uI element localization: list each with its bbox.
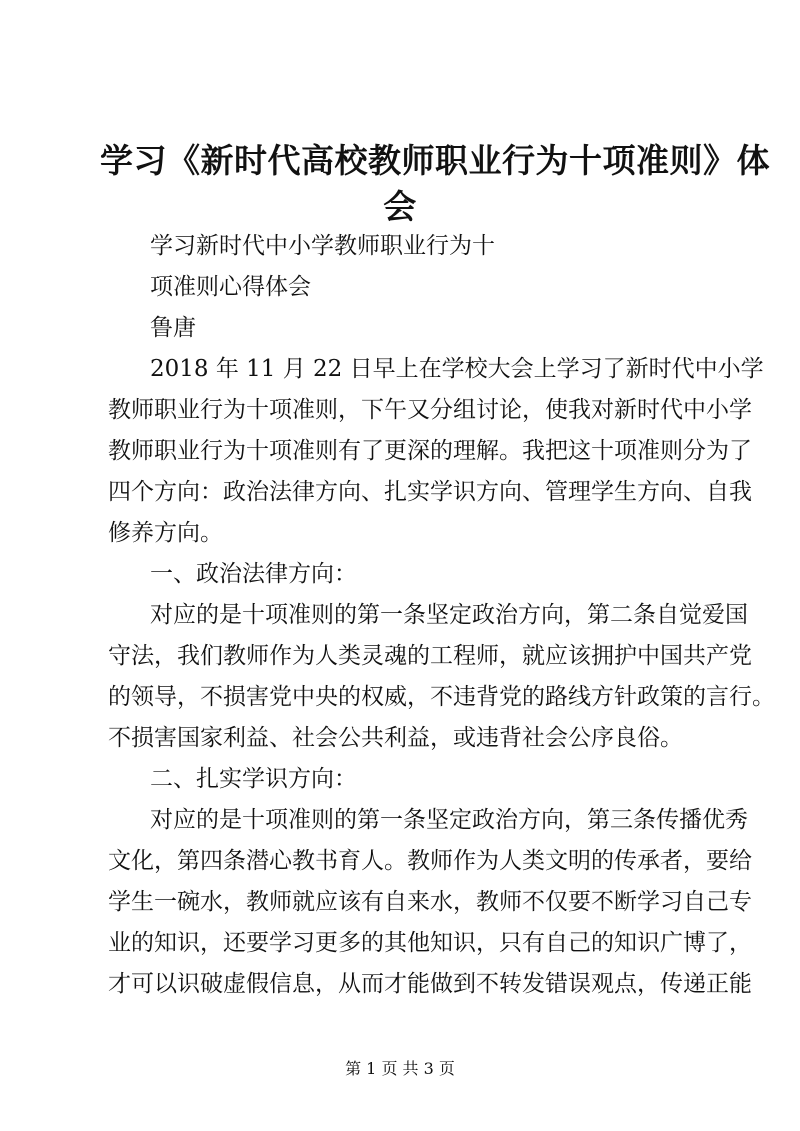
paragraph-line: 文化，第四条潜心教书育人。教师作为人类文明的传承者，要给	[108, 848, 752, 874]
subtitle-line: 项准则心得体会	[150, 274, 311, 300]
body-paragraph	[108, 595, 775, 759]
document-title	[100, 138, 770, 230]
body-paragraph	[108, 349, 764, 554]
paragraph-line: 业的知识，还要学习更多的其他知识，只有自己的知识广博了，	[108, 930, 752, 956]
page-number-footer: 第 1 页 共 3 页	[345, 1059, 455, 1078]
paragraph-line: 对应的是十项准则的第一条坚定政治方向，第三条传播优秀	[150, 807, 748, 833]
body-paragraph	[108, 800, 752, 1005]
paragraph-line: 的领导，不损害党中央的权威，不违背党的路线方针政策的言行。	[108, 684, 775, 710]
section-heading-text: 一、政治法律方向：	[150, 561, 357, 587]
paragraph-line: 教师职业行为十项准则，下午又分组讨论，使我对新时代中小学	[108, 397, 752, 423]
title-line: 会	[383, 187, 417, 226]
section-heading-text: 二、扎实学识方向：	[150, 766, 357, 792]
paragraph-line: 修养方向。	[108, 520, 223, 546]
paragraph-line: 才可以识破虚假信息，从而才能做到不转发错误观点，传递正能	[108, 971, 752, 997]
section-heading	[108, 554, 708, 595]
author-name: 鲁唐	[150, 315, 196, 341]
subtitle-line: 学习新时代中小学教师职业行为十	[150, 233, 495, 259]
section-heading	[108, 759, 708, 800]
paragraph-line: 教师职业行为十项准则有了更深的理解。我把这十项准则分为了	[108, 438, 752, 464]
paragraph-line: 2018 年 11 月 22 日早上在学校大会上学习了新时代中小学	[150, 356, 764, 382]
paragraph-line: 不损害国家利益、社会公共利益，或违背社会公序良俗。	[108, 725, 683, 751]
title-line: 学习《新时代高校教师职业行为十项准则》体	[100, 141, 770, 180]
document-body	[108, 226, 775, 1005]
paragraph-line: 守法，我们教师作为人类灵魂的工程师，就应该拥护中国共产党	[108, 643, 752, 669]
paragraph-line: 学生一碗水，教师就应该有自来水，教师不仅要不断学习自己专	[108, 889, 752, 915]
paragraph-line: 四个方向：政治法律方向、扎实学识方向、管理学生方向、自我	[108, 479, 752, 505]
paragraph-line: 对应的是十项准则的第一条坚定政治方向，第二条自觉爱国	[150, 602, 748, 628]
